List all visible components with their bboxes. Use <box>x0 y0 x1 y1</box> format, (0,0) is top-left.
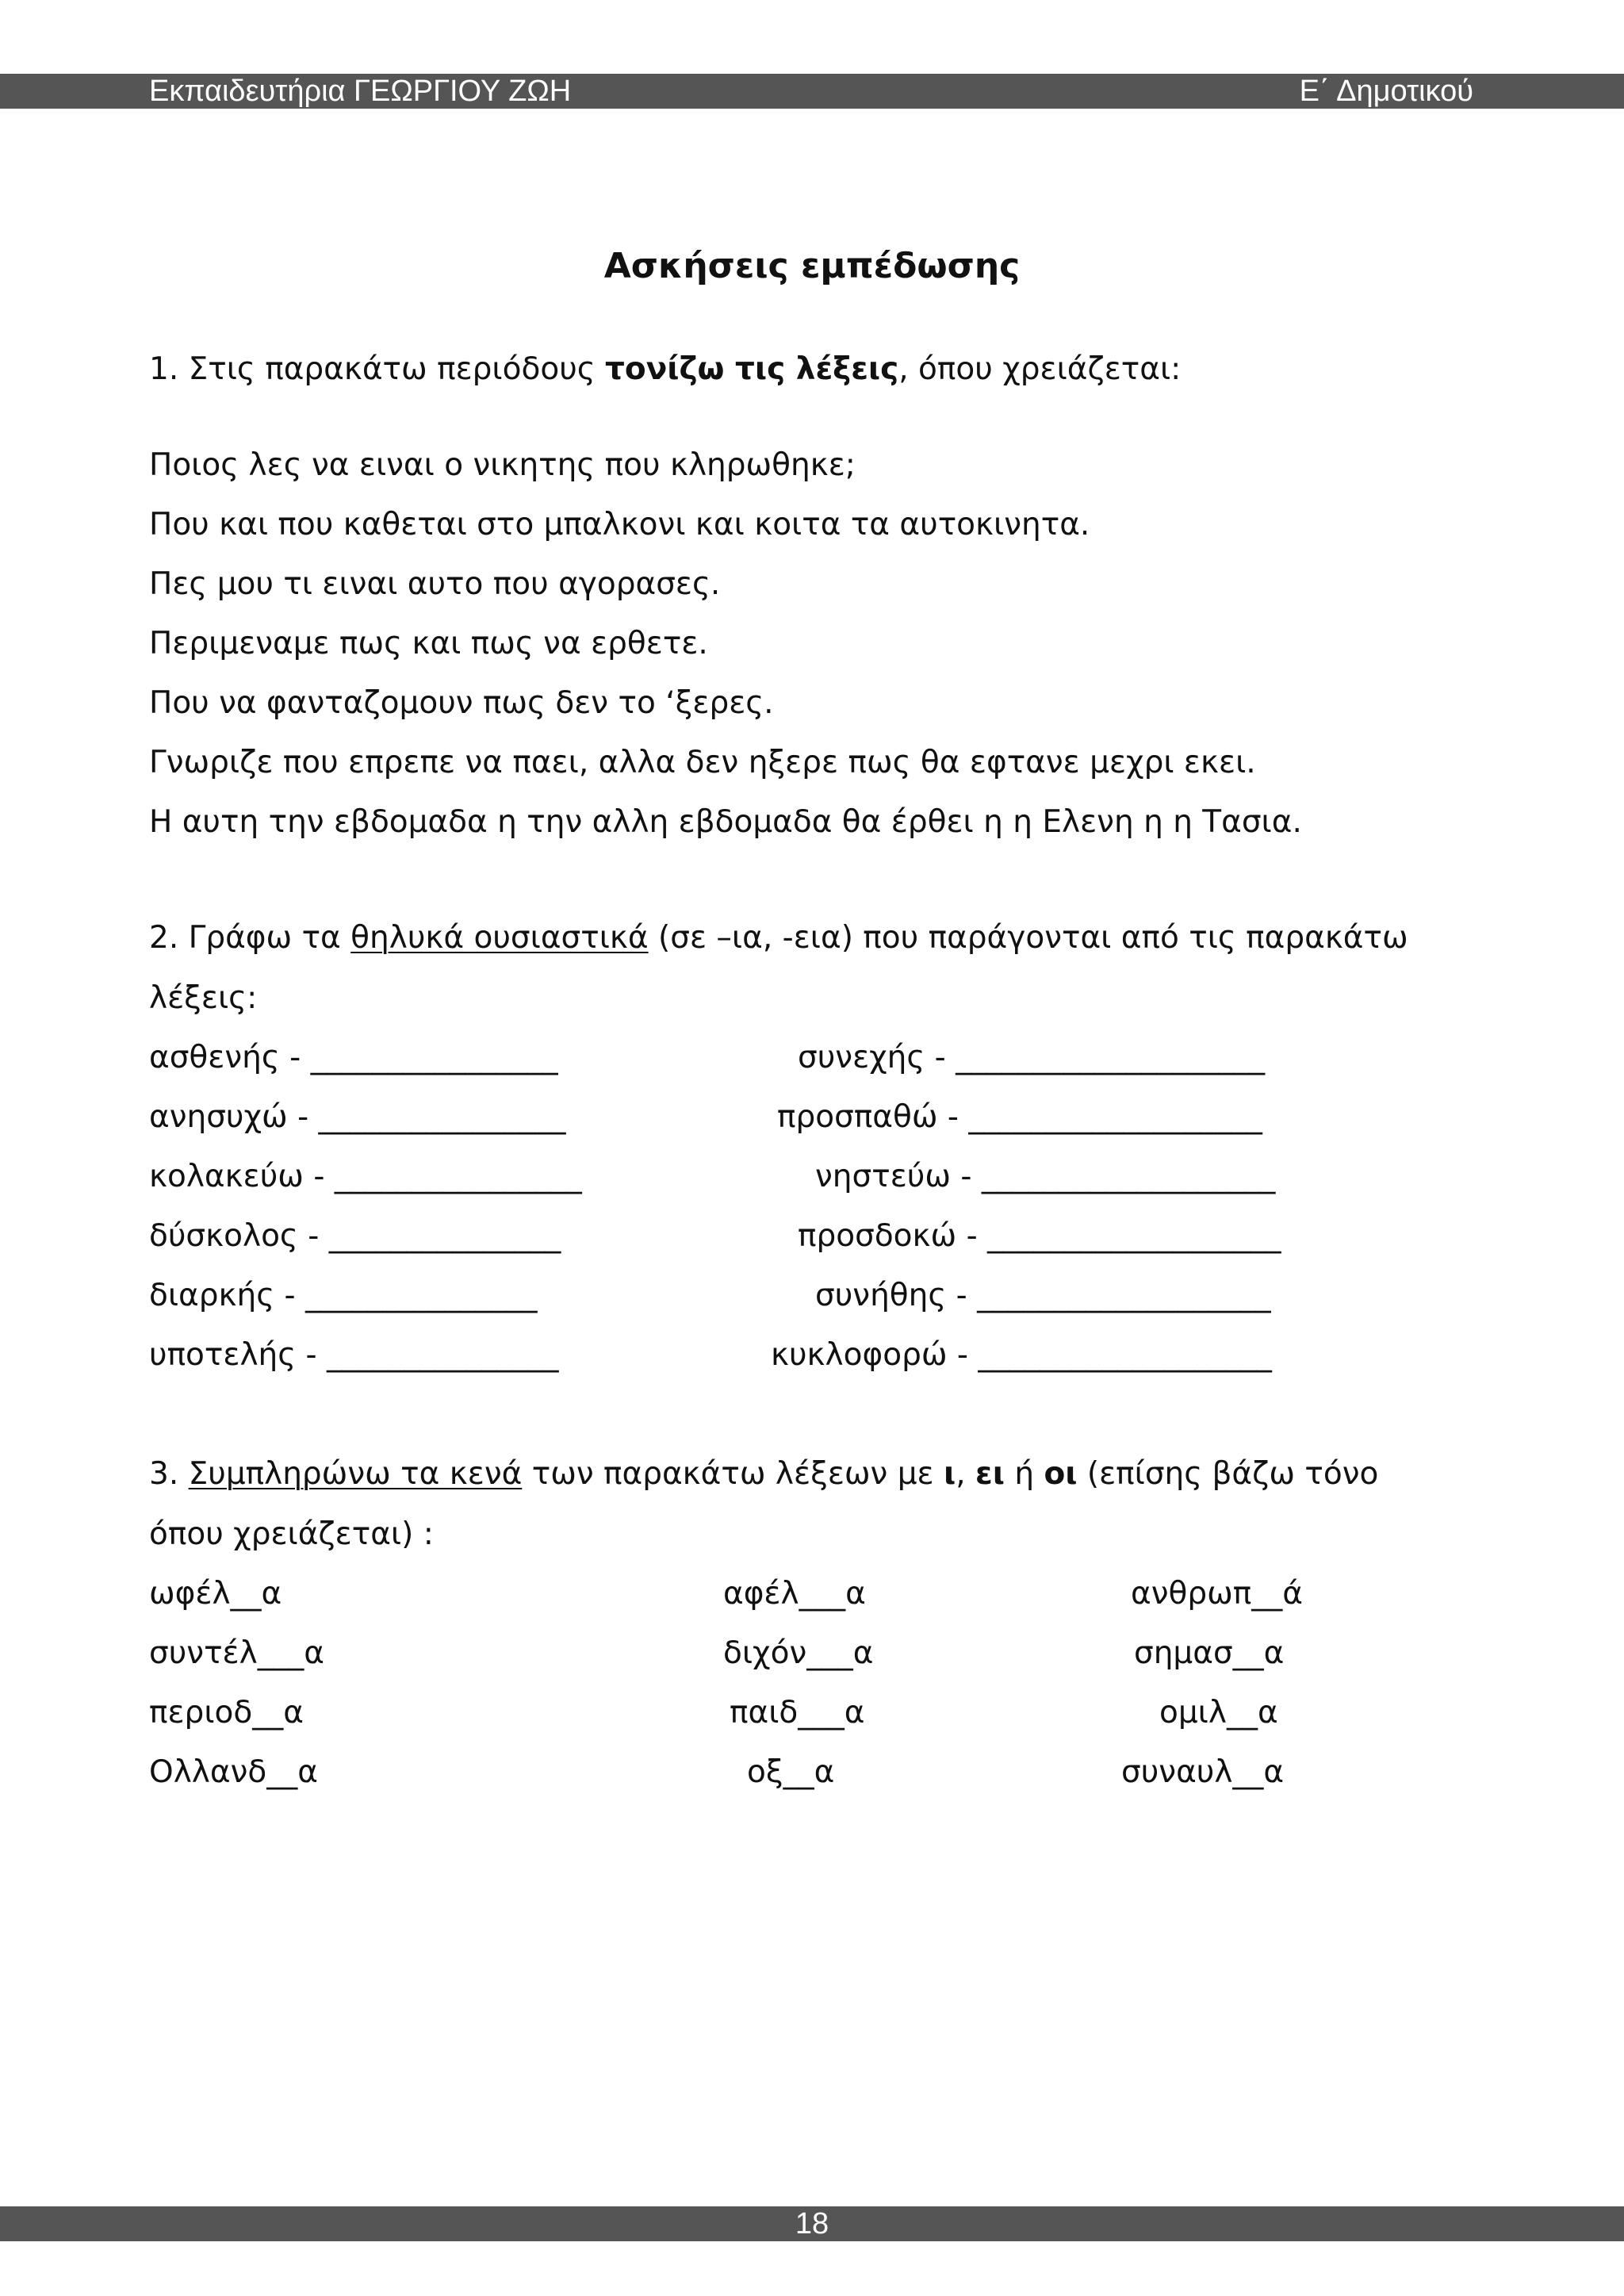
fill-word: ομιλ__α <box>1159 1695 1278 1731</box>
fill-word: παιδ___α <box>730 1695 865 1731</box>
fill-word: διχόν___α <box>723 1635 874 1671</box>
sentence-5: Που να φανταζομουν πως δεν το ‘ξερες. <box>149 685 774 721</box>
word-blank-right: προσπαθώ - ___________________ <box>777 1099 1262 1135</box>
header-band <box>0 74 1624 109</box>
word-blank-right: νηστεύω - ___________________ <box>815 1159 1276 1194</box>
grade-label: Ε΄ Δημοτικού <box>1299 75 1473 108</box>
page-title: Ασκήσεις εμπέδωσης <box>603 246 1021 286</box>
sentence-1: Ποιος λες να ειναι ο νικητης που κληρωθηκε; <box>149 447 856 483</box>
fill-word: Ολλανδ__α <box>149 1754 318 1790</box>
word-blank-left: υποτελής - _______________ <box>149 1337 559 1373</box>
word-blank-right: συνήθης - ___________________ <box>815 1278 1271 1313</box>
exercise-3-instruction: 3. Συμπληρώνω τα κενά των παρακάτω λέξεων με ι, ει ή οι (επίσης βάζω τόνο <box>149 1456 1379 1492</box>
word-blank-left: ανησυχώ - ________________ <box>149 1099 566 1135</box>
word-blank-left: δύσκολος - _______________ <box>149 1218 561 1254</box>
instruction-underlined: θηλυκά ουσιαστικά <box>350 920 649 956</box>
fill-word: οξ__α <box>747 1754 835 1790</box>
exercise-2-instruction-cont: λέξεις: <box>149 980 258 1016</box>
fill-word: αφέλ___α <box>723 1576 866 1612</box>
exercise-3-instruction-cont: όπου χρειάζεται) : <box>149 1516 434 1552</box>
sentence-4: Περιμεναμε πως και πως να ερθετε. <box>149 626 708 661</box>
footer-band <box>0 2206 1624 2241</box>
fill-word: ανθρωπ__ά <box>1131 1576 1303 1612</box>
publisher-name: Εκπαιδευτήρια ΓΕΩΡΓΙΟΥ ΖΩΗ <box>149 75 572 108</box>
instruction-emphasis: τονίζω τις λέξεις <box>605 351 899 387</box>
word-blank-left: κολακεύω - ________________ <box>149 1159 582 1194</box>
word-blank-right: προσδοκώ - ___________________ <box>798 1218 1281 1254</box>
fill-word: ωφέλ__α <box>149 1576 282 1612</box>
exercise-1-instruction: 1. Στις παρακάτω περιόδους τονίζω τις λέξεις, όπου χρειάζεται: <box>149 351 1182 387</box>
word-blank-right: κυκλοφορώ - ___________________ <box>771 1337 1272 1373</box>
sentence-7: Η αυτη την εβδομαδα η την αλλη εβδομαδα θα έρθει η η Ελενη η η Τασια. <box>149 804 1302 840</box>
page-number: 18 <box>795 2207 829 2240</box>
sentence-3: Πες μου τι ειναι αυτο που αγορασες. <box>149 566 721 602</box>
fill-word: σημασ__α <box>1134 1635 1285 1671</box>
sentence-2: Που και που καθεται στο μπαλκονι και κοιτα τα αυτοκινητα. <box>149 507 1090 542</box>
instruction-underlined: Συμπληρώνω τα κενά <box>188 1456 523 1492</box>
word-blank-right: συνεχής - ____________________ <box>798 1040 1266 1075</box>
fill-word: περιοδ__α <box>149 1695 304 1731</box>
sentence-6: Γνωριζε που επρεπε να παει, αλλα δεν ηξερε πως θα εφτανε μεχρι εκει. <box>149 745 1256 780</box>
fill-word: συντέλ___α <box>149 1635 324 1671</box>
word-blank-left: ασθενής - ________________ <box>149 1040 558 1075</box>
exercise-2-instruction: 2. Γράφω τα θηλυκά ουσιαστικά (σε –ια, -εια) που παράγονται από τις παρακάτω <box>149 920 1408 956</box>
word-blank-left: διαρκής - _______________ <box>149 1278 538 1313</box>
fill-word: συναυλ__α <box>1121 1754 1285 1790</box>
